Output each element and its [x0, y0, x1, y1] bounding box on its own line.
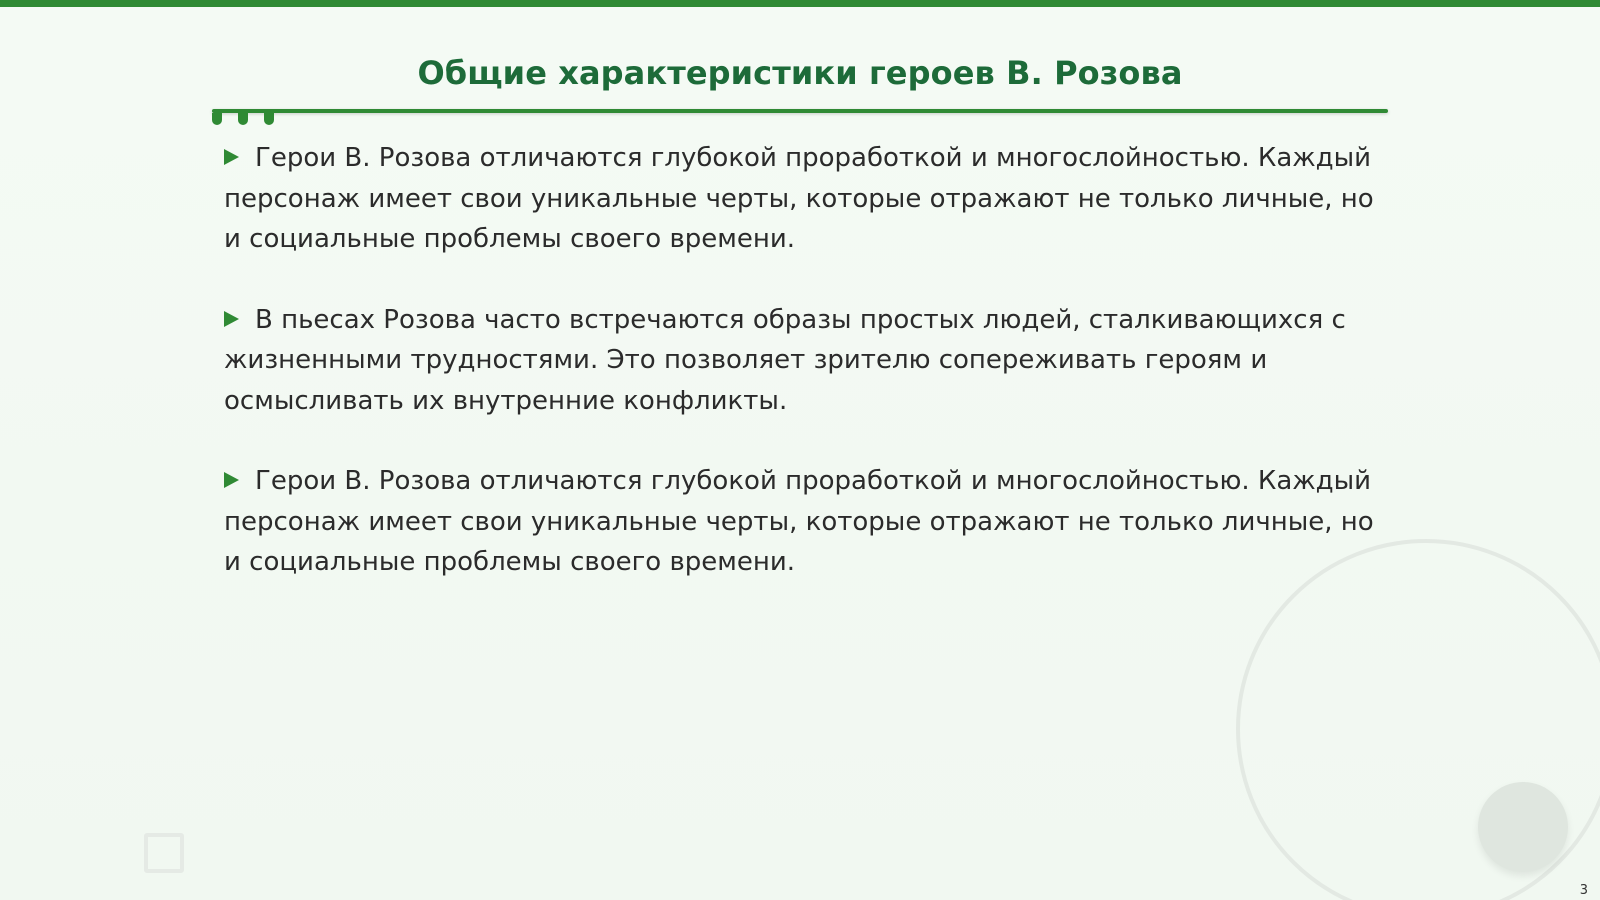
triangle-right-icon	[224, 472, 239, 488]
bullet-text: Герои В. Розова отличаются глубокой проработкой и многослойностью. Каждый персонаж имеет свои уникальные черты, которые отражают не только личные, но и социальные проблемы своего времени.	[224, 143, 1374, 254]
decorative-circle	[1478, 782, 1568, 872]
decorative-dot-icon	[212, 113, 222, 125]
slide-number: 3	[1579, 883, 1588, 898]
top-accent-bar	[0, 0, 1600, 7]
bullet-item	[224, 138, 1374, 260]
bullet-text: Герои В. Розова отличаются глубокой проработкой и многослойностью. Каждый персонаж имеет свои уникальные черты, которые отражают не только личные, но и социальные проблемы своего времени.	[224, 466, 1374, 577]
bullet-item	[224, 300, 1374, 422]
decorative-dot-icon	[238, 113, 248, 125]
bullet-text: В пьесах Розова часто встречаются образы простых людей, сталкивающихся с жизненными трудностями. Это позволяет зрителю сопереживать героям и осмысливать их внутренние конфликты.	[224, 304, 1346, 416]
slide-title: Общие характеристики героев В. Розова	[417, 54, 1183, 92]
title-underline	[212, 109, 1388, 113]
triangle-right-icon	[224, 311, 239, 327]
decorative-square	[144, 833, 184, 873]
bullet-item	[224, 461, 1374, 583]
bullet-list	[224, 138, 1374, 623]
triangle-right-icon	[224, 149, 239, 165]
decorative-dot-icon	[264, 113, 274, 125]
